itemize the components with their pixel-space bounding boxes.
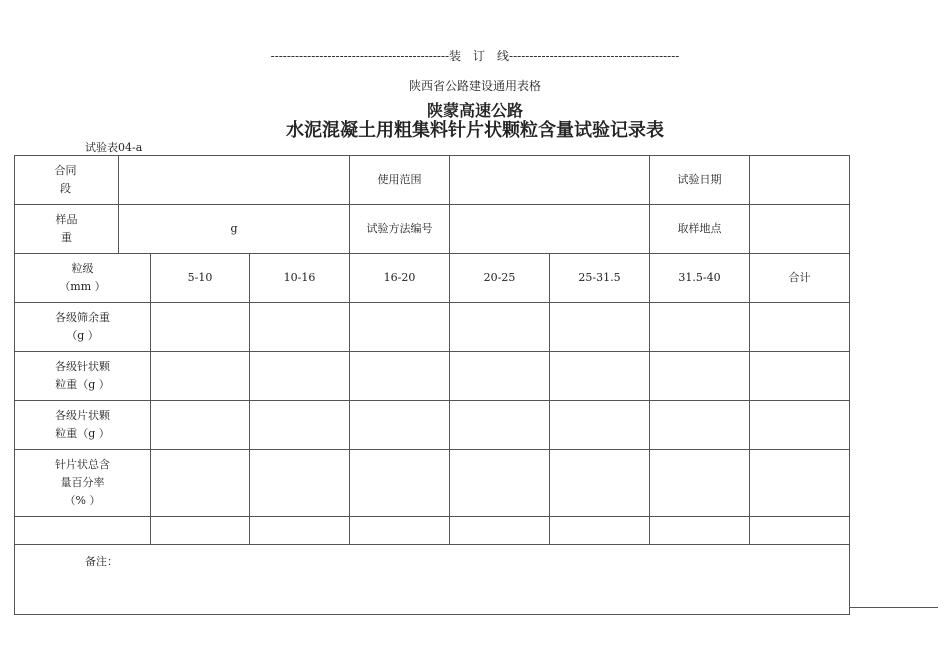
table-cell[interactable] <box>151 450 250 517</box>
table-cell[interactable] <box>550 517 650 545</box>
grade-col-4: 20-25 <box>450 254 550 303</box>
table-cell[interactable] <box>151 401 250 450</box>
remarks-cell[interactable] <box>15 545 850 615</box>
table-cell[interactable] <box>350 352 450 401</box>
table-cell[interactable] <box>550 352 650 401</box>
table-cell[interactable] <box>250 303 350 352</box>
table-cell[interactable] <box>250 517 350 545</box>
grade-col-2: 10-16 <box>250 254 350 303</box>
table-cell[interactable] <box>151 352 250 401</box>
table-cell[interactable] <box>15 517 151 545</box>
divider <box>849 607 938 608</box>
form-subtitle: 陕西省公路建设通用表格 <box>408 79 541 93</box>
table-cell[interactable] <box>450 401 550 450</box>
date-value[interactable] <box>750 156 850 205</box>
table-cell[interactable] <box>350 303 450 352</box>
grade-col-1: 5-10 <box>151 254 250 303</box>
binding-line: --------------------------------------------装 订 线------------------------------------------ <box>270 49 680 63</box>
table-cell[interactable] <box>650 517 750 545</box>
form-number: 试验表04-a <box>85 141 143 154</box>
remarks-row <box>15 545 850 615</box>
table-cell[interactable] <box>650 352 750 401</box>
contract-label: 合同 段 <box>15 156 119 205</box>
grade-label: 粒级 （mm ） <box>15 254 151 303</box>
grade-col-6: 31.5-40 <box>650 254 750 303</box>
table-cell[interactable] <box>151 303 250 352</box>
table-cell[interactable] <box>750 450 850 517</box>
method-value[interactable] <box>450 205 650 254</box>
location-label: 取样地点 <box>650 205 750 254</box>
contract-row <box>15 156 850 205</box>
table-cell[interactable] <box>750 352 850 401</box>
scope-value[interactable] <box>450 156 650 205</box>
flaky-label: 各级片状颗 粒重（g ） <box>15 401 151 450</box>
table-cell[interactable] <box>250 450 350 517</box>
grade-header-row <box>15 254 850 303</box>
sample-weight-unit: g <box>230 222 238 235</box>
table-cell[interactable] <box>450 450 550 517</box>
table-cell[interactable] <box>750 517 850 545</box>
table-cell[interactable] <box>450 352 550 401</box>
project-title: 陕蒙高速公路 <box>426 101 523 120</box>
table-cell[interactable] <box>350 401 450 450</box>
record-table <box>14 155 850 615</box>
grade-total: 合计 <box>750 254 850 303</box>
date-label: 试验日期 <box>650 156 750 205</box>
percent-label: 针片状总含 量百分率 （% ） <box>15 450 151 517</box>
table-cell[interactable] <box>350 450 450 517</box>
retained-row <box>15 303 850 352</box>
remarks-label: 备注： <box>85 555 118 568</box>
flaky-row <box>15 401 850 450</box>
form-title: 水泥混凝土用粗集料针片状颗粒含量试验记录表 <box>286 120 664 141</box>
table-cell[interactable] <box>750 401 850 450</box>
table-cell[interactable] <box>650 450 750 517</box>
table-cell[interactable] <box>550 450 650 517</box>
table-cell[interactable] <box>650 401 750 450</box>
needle-row <box>15 352 850 401</box>
table-cell[interactable] <box>250 352 350 401</box>
table-cell[interactable] <box>250 401 350 450</box>
table-cell[interactable] <box>550 303 650 352</box>
percent-row <box>15 450 850 517</box>
sample-row <box>15 205 850 254</box>
table-cell[interactable] <box>550 401 650 450</box>
retained-label: 各级筛余重 （g ） <box>15 303 151 352</box>
table-cell[interactable] <box>350 517 450 545</box>
blank-row <box>15 517 850 545</box>
contract-value[interactable] <box>119 156 350 205</box>
grade-col-5: 25-31.5 <box>550 254 650 303</box>
table-cell[interactable] <box>750 303 850 352</box>
scope-label: 使用范围 <box>350 156 450 205</box>
grade-col-3: 16-20 <box>350 254 450 303</box>
table-cell[interactable] <box>450 517 550 545</box>
location-value[interactable] <box>750 205 850 254</box>
table-cell[interactable] <box>151 517 250 545</box>
sample-weight-label: 样品 重 <box>15 205 119 254</box>
needle-label: 各级针状颗 粒重（g ） <box>15 352 151 401</box>
table-cell[interactable] <box>450 303 550 352</box>
method-label: 试验方法编号 <box>350 205 450 254</box>
table-cell[interactable] <box>650 303 750 352</box>
sample-weight-value[interactable] <box>119 205 350 254</box>
